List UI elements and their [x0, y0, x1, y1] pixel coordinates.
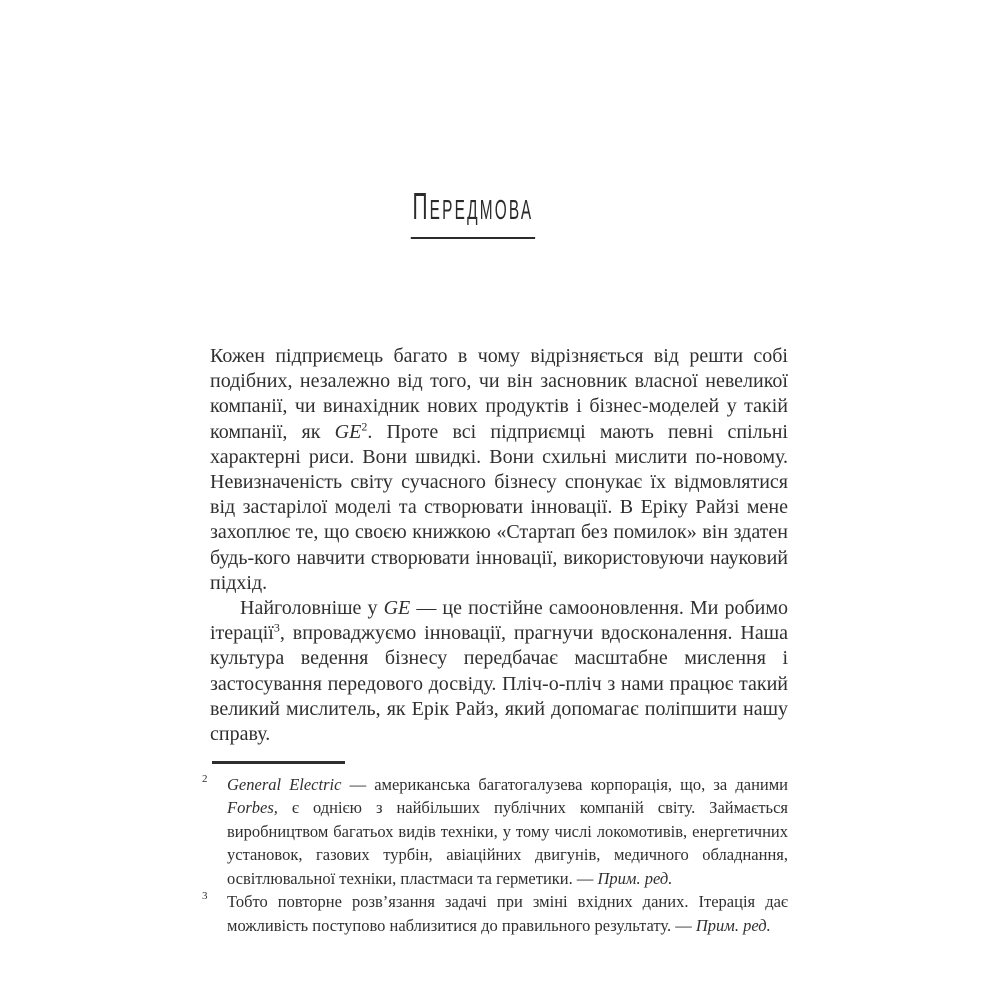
text-segment: Найголовніше у — [240, 597, 384, 620]
text-segment: General Electric — [227, 774, 342, 794]
chapter-title — [411, 186, 535, 239]
text-segment: , впроваджуємо інновації, прагнучи вдосконалення. Наша культура ведення бізнесу передбачає масштабне мислення і застосування передового досвіду. Пліч-о-пліч з нами працює такий великий мислитель, як Ерік Райз, який допомагає поліпшити нашу справу. — [210, 622, 788, 746]
text-segment: GE — [383, 597, 411, 620]
text-segment: . Проте всі підприємці мають певні спільні характерні риси. Вони швидкі. Вони схильні мислити по-новому. Невизначеність світу сучасного бізнесу спонукає їх відмовлятися від застарілої моделі та створювати інновації. В Еріку Райзі мене захоплює те, що своєю книжкою «Стартап без помилок» він здатен будь-кого навчити створювати інновації, використовуючи науковий підхід. — [210, 420, 788, 594]
paragraph — [210, 344, 788, 596]
title-rest: ЕРЕДМОВА — [429, 194, 534, 225]
footnotes-list — [202, 772, 788, 938]
paragraph — [210, 596, 788, 747]
footnotes-section — [202, 761, 788, 937]
text-segment: Прим. ред. — [695, 915, 771, 935]
text-segment: — це постійне самооновлення. Ми робимо ітерації — [210, 597, 788, 645]
text-segment: є однією з найбільших публічних компаній світу. Займається виробництвом багатьох видів техніки, у тому числі локомотивів, енергетичних установок, газових турбін, авіаційних двигунів, медичного обладнання, освітлювальної техніки, пластмаси та герметики. — — [227, 798, 788, 888]
footnote — [202, 772, 788, 891]
body-text — [210, 344, 788, 747]
footnote-marker: 2 — [202, 772, 208, 785]
footnote-reference: 3 — [273, 620, 280, 635]
footnote-marker: 3 — [202, 890, 208, 902]
text-segment: — американська багатогалузева корпорація, що, за даними — [341, 774, 788, 794]
text-segment: Кожен підприємець багато в чому відрізняється від решти собі подібних, незалежно від того, чи він засновник власної невеликої компанії, чи винахідник нових продуктів і бізнес-моделей у такій компанії, як — [210, 345, 788, 443]
text-segment: Тобто повторне розв’язання задачі при зміні вхідних даних. Ітерація дає можливість поступово наблизитися до правильного результату. — — [227, 892, 788, 935]
text-segment: GE — [334, 420, 362, 443]
footnote-separator-rule — [212, 761, 345, 764]
footnote-reference: 2 — [361, 418, 368, 433]
text-segment: Прим. ред. — [597, 868, 673, 888]
title-initial-letter: П — [412, 186, 430, 228]
footnote — [202, 890, 788, 937]
text-segment: Forbes, — [227, 798, 278, 817]
title-block — [210, 186, 788, 239]
